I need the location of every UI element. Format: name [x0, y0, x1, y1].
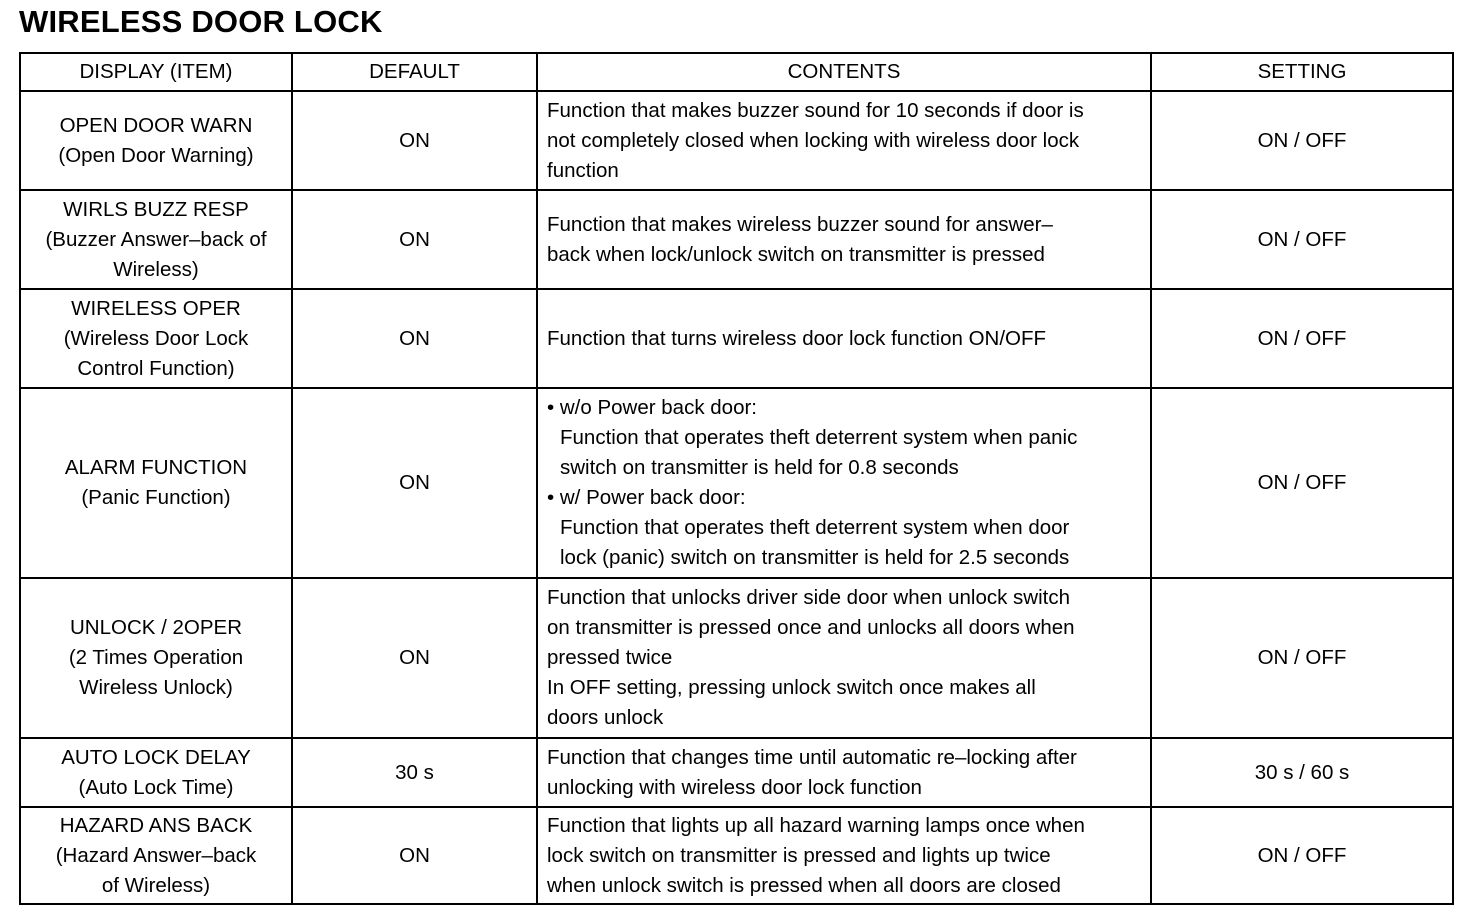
table-row [20, 578, 1453, 738]
contents-line: lock switch on transmitter is pressed and lights up twice [547, 843, 1051, 867]
contents-cell [537, 190, 1151, 289]
item-description: (2 Times Operation [68, 646, 244, 669]
setting-cell: ON / OFF [1151, 91, 1453, 190]
table-row [20, 289, 1453, 388]
contents-line: back when lock/unlock switch on transmitter is pressed [547, 242, 1045, 266]
item-code: HAZARD ANS BACK [59, 813, 253, 837]
table-row [20, 190, 1453, 289]
contents-line: not completely closed when locking with wireless door lock [547, 128, 1080, 152]
default-cell: ON [292, 388, 537, 578]
item-description: Wireless Unlock) [79, 676, 233, 699]
default-cell: ON [292, 91, 537, 190]
contents-cell [537, 738, 1151, 807]
contents-line: In OFF setting, pressing unlock switch once makes all [547, 676, 1036, 699]
display-item-cell [20, 91, 292, 190]
setting-cell: 30 s / 60 s [1151, 738, 1453, 807]
column-header-display-item: DISPLAY (ITEM) [20, 53, 292, 91]
table-row [20, 388, 1453, 578]
setting-cell: ON / OFF [1151, 807, 1453, 904]
display-item-cell [20, 578, 292, 738]
display-item-cell [20, 807, 292, 904]
default-cell: ON [292, 807, 537, 904]
item-code: AUTO LOCK DELAY [61, 745, 251, 769]
setting-cell: ON / OFF [1151, 578, 1453, 738]
item-code: ALARM FUNCTION [64, 456, 248, 479]
item-description: (Buzzer Answer–back of [45, 227, 267, 251]
contents-line: on transmitter is pressed once and unlocks all doors when [547, 616, 1075, 639]
item-description: (Open Door Warning) [58, 143, 254, 167]
default-cell: ON [292, 190, 537, 289]
display-item-cell [20, 388, 292, 578]
display-item-cell [20, 190, 292, 289]
contents-line: Function that operates theft deterrent system when door [560, 516, 1070, 539]
column-header-setting: SETTING [1151, 53, 1453, 91]
contents-line: Function that makes wireless buzzer sound for answer– [547, 212, 1053, 236]
column-header-default: DEFAULT [292, 53, 537, 91]
display-item-cell [20, 738, 292, 807]
table-row [20, 91, 1453, 190]
table-row [20, 738, 1453, 807]
display-item-cell [20, 289, 292, 388]
contents-cell [537, 388, 1151, 578]
contents-line: when unlock switch is pressed when all doors are closed [547, 873, 1061, 897]
default-cell: ON [292, 289, 537, 388]
item-description: (Wireless Door Lock [63, 326, 249, 350]
item-description: (Panic Function) [81, 486, 231, 509]
contents-cell [537, 289, 1151, 388]
item-code: UNLOCK / 2OPER [69, 616, 243, 639]
setting-cell: ON / OFF [1151, 289, 1453, 388]
contents-line: Function that turns wireless door lock function ON/OFF [547, 326, 1047, 350]
item-description: (Auto Lock Time) [78, 775, 234, 799]
item-description: (Hazard Answer–back [55, 843, 257, 867]
contents-line: switch on transmitter is held for 0.8 seconds [560, 456, 959, 479]
column-header-contents: CONTENTS [537, 53, 1151, 91]
contents-line: lock (panic) switch on transmitter is held for 2.5 seconds [560, 546, 1070, 569]
item-description: of Wireless) [101, 873, 211, 897]
contents-line: Function that makes buzzer sound for 10 seconds if door is [547, 98, 1084, 122]
contents-line: Function that unlocks driver side door when unlock switch [547, 586, 1071, 609]
default-cell: ON [292, 578, 537, 738]
item-description: Control Function) [77, 356, 235, 380]
default-cell: 30 s [292, 738, 537, 807]
contents-line: function [547, 158, 619, 182]
item-code: WIRELESS OPER [71, 296, 241, 320]
contents-line: unlocking with wireless door lock function [547, 775, 922, 799]
contents-line: Function that changes time until automatic re–locking after [547, 745, 1077, 769]
contents-bullet: • w/ Power back door: [547, 486, 746, 509]
settings-table [19, 52, 1454, 905]
item-description: Wireless) [113, 257, 199, 281]
contents-cell [537, 578, 1151, 738]
setting-cell: ON / OFF [1151, 190, 1453, 289]
table-header-row [20, 53, 1453, 91]
table-row [20, 807, 1453, 904]
contents-cell [537, 807, 1151, 904]
contents-line: doors unlock [547, 706, 664, 729]
setting-cell: ON / OFF [1151, 388, 1453, 578]
item-code: WIRLS BUZZ RESP [63, 197, 249, 221]
item-code: OPEN DOOR WARN [59, 113, 253, 137]
contents-cell [537, 91, 1151, 190]
contents-line: pressed twice [547, 646, 673, 669]
contents-line: Function that operates theft deterrent system when panic [560, 426, 1078, 449]
page-title: WIRELESS DOOR LOCK [19, 4, 383, 39]
contents-line: Function that lights up all hazard warning lamps once when [547, 813, 1085, 837]
contents-bullet: • w/o Power back door: [547, 396, 757, 419]
